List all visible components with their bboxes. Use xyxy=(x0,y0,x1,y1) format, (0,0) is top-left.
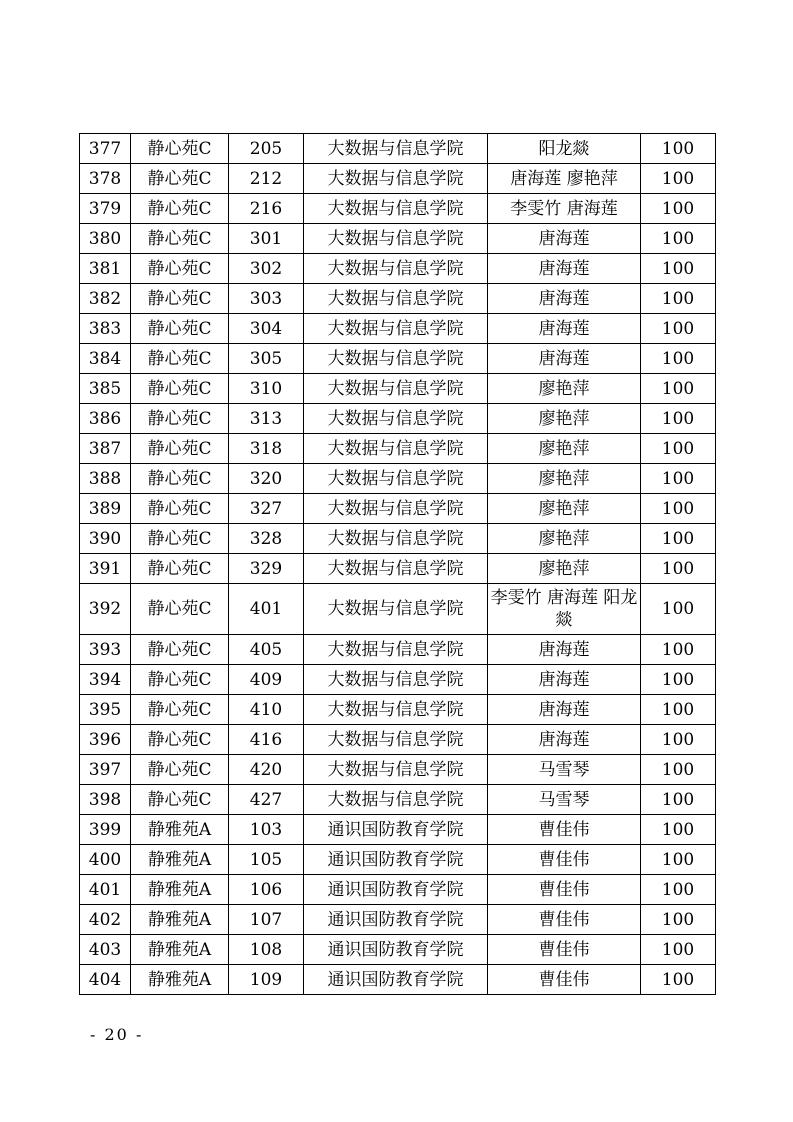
row-number-cell: 378 xyxy=(80,164,131,194)
room-number-cell: 103 xyxy=(229,815,304,845)
college-cell: 大数据与信息学院 xyxy=(304,755,488,785)
row-number-cell: 381 xyxy=(80,254,131,284)
page-number: - 20 - xyxy=(90,1025,144,1044)
building-cell: 静心苑C xyxy=(131,284,229,314)
inspector-names-cell: 唐海莲 xyxy=(488,314,641,344)
row-number-cell: 388 xyxy=(80,464,131,494)
room-number-cell: 107 xyxy=(229,905,304,935)
room-number-cell: 410 xyxy=(229,695,304,725)
room-number-cell: 109 xyxy=(229,965,304,995)
inspector-names-cell: 马雪琴 xyxy=(488,785,641,815)
room-number-cell: 310 xyxy=(229,374,304,404)
table-row xyxy=(80,935,716,965)
college-cell: 通识国防教育学院 xyxy=(304,935,488,965)
score-cell: 100 xyxy=(641,314,716,344)
row-number-cell: 394 xyxy=(80,665,131,695)
table-row xyxy=(80,584,716,635)
row-number-cell: 403 xyxy=(80,935,131,965)
college-cell: 大数据与信息学院 xyxy=(304,635,488,665)
room-number-cell: 401 xyxy=(229,584,304,635)
row-number-cell: 397 xyxy=(80,755,131,785)
inspector-names-cell: 廖艳萍 xyxy=(488,464,641,494)
score-cell: 100 xyxy=(641,374,716,404)
room-number-cell: 301 xyxy=(229,224,304,254)
table-row xyxy=(80,254,716,284)
table-row xyxy=(80,905,716,935)
building-cell: 静心苑C xyxy=(131,785,229,815)
row-number-cell: 392 xyxy=(80,584,131,635)
table-row xyxy=(80,494,716,524)
room-number-cell: 427 xyxy=(229,785,304,815)
inspector-names-cell: 唐海莲 xyxy=(488,665,641,695)
building-cell: 静心苑C xyxy=(131,134,229,164)
inspector-names-cell: 廖艳萍 xyxy=(488,494,641,524)
inspector-names-cell: 曹佳伟 xyxy=(488,815,641,845)
table-row xyxy=(80,374,716,404)
room-number-cell: 318 xyxy=(229,434,304,464)
score-cell: 100 xyxy=(641,494,716,524)
inspector-names-cell: 廖艳萍 xyxy=(488,554,641,584)
inspector-names-cell: 唐海莲 xyxy=(488,635,641,665)
inspector-names-cell: 廖艳萍 xyxy=(488,434,641,464)
table-row xyxy=(80,224,716,254)
row-number-cell: 393 xyxy=(80,635,131,665)
inspector-names-cell: 唐海莲 xyxy=(488,695,641,725)
college-cell: 通识国防教育学院 xyxy=(304,845,488,875)
score-cell: 100 xyxy=(641,755,716,785)
college-cell: 大数据与信息学院 xyxy=(304,404,488,434)
table-row xyxy=(80,344,716,374)
row-number-cell: 404 xyxy=(80,965,131,995)
building-cell: 静心苑C xyxy=(131,494,229,524)
room-number-cell: 216 xyxy=(229,194,304,224)
score-cell: 100 xyxy=(641,905,716,935)
inspector-names-cell: 阳龙燚 xyxy=(488,134,641,164)
room-number-cell: 205 xyxy=(229,134,304,164)
row-number-cell: 384 xyxy=(80,344,131,374)
table-row xyxy=(80,755,716,785)
building-cell: 静雅苑A xyxy=(131,815,229,845)
score-cell: 100 xyxy=(641,134,716,164)
table-row xyxy=(80,815,716,845)
room-number-cell: 305 xyxy=(229,344,304,374)
score-cell: 100 xyxy=(641,935,716,965)
college-cell: 大数据与信息学院 xyxy=(304,494,488,524)
row-number-cell: 385 xyxy=(80,374,131,404)
score-cell: 100 xyxy=(641,695,716,725)
room-number-cell: 329 xyxy=(229,554,304,584)
college-cell: 大数据与信息学院 xyxy=(304,374,488,404)
table-row xyxy=(80,284,716,314)
building-cell: 静心苑C xyxy=(131,404,229,434)
row-number-cell: 395 xyxy=(80,695,131,725)
college-cell: 大数据与信息学院 xyxy=(304,314,488,344)
table-row xyxy=(80,665,716,695)
table-body xyxy=(80,134,716,995)
inspector-names-cell: 曹佳伟 xyxy=(488,935,641,965)
table-row xyxy=(80,464,716,494)
building-cell: 静心苑C xyxy=(131,524,229,554)
building-cell: 静心苑C xyxy=(131,755,229,785)
college-cell: 大数据与信息学院 xyxy=(304,464,488,494)
college-cell: 大数据与信息学院 xyxy=(304,524,488,554)
row-number-cell: 401 xyxy=(80,875,131,905)
score-cell: 100 xyxy=(641,254,716,284)
inspector-names-cell: 唐海莲 xyxy=(488,725,641,755)
dormitory-score-table xyxy=(79,133,716,995)
score-cell: 100 xyxy=(641,785,716,815)
college-cell: 大数据与信息学院 xyxy=(304,554,488,584)
table-row xyxy=(80,845,716,875)
building-cell: 静心苑C xyxy=(131,434,229,464)
college-cell: 大数据与信息学院 xyxy=(304,785,488,815)
score-cell: 100 xyxy=(641,845,716,875)
inspector-names-cell: 曹佳伟 xyxy=(488,875,641,905)
college-cell: 大数据与信息学院 xyxy=(304,434,488,464)
building-cell: 静雅苑A xyxy=(131,905,229,935)
room-number-cell: 302 xyxy=(229,254,304,284)
score-cell: 100 xyxy=(641,434,716,464)
college-cell: 大数据与信息学院 xyxy=(304,695,488,725)
room-number-cell: 405 xyxy=(229,635,304,665)
college-cell: 大数据与信息学院 xyxy=(304,134,488,164)
inspector-names-cell: 马雪琴 xyxy=(488,755,641,785)
building-cell: 静心苑C xyxy=(131,224,229,254)
table-row xyxy=(80,965,716,995)
score-cell: 100 xyxy=(641,164,716,194)
inspector-names-cell: 曹佳伟 xyxy=(488,845,641,875)
table-row xyxy=(80,695,716,725)
room-number-cell: 328 xyxy=(229,524,304,554)
score-cell: 100 xyxy=(641,665,716,695)
building-cell: 静心苑C xyxy=(131,725,229,755)
table-row xyxy=(80,194,716,224)
table-row xyxy=(80,134,716,164)
college-cell: 大数据与信息学院 xyxy=(304,254,488,284)
building-cell: 静心苑C xyxy=(131,344,229,374)
table-row xyxy=(80,164,716,194)
building-cell: 静雅苑A xyxy=(131,875,229,905)
inspector-names-cell: 唐海莲 xyxy=(488,224,641,254)
inspector-names-cell: 曹佳伟 xyxy=(488,965,641,995)
building-cell: 静心苑C xyxy=(131,665,229,695)
inspector-names-cell: 唐海莲 xyxy=(488,254,641,284)
room-number-cell: 327 xyxy=(229,494,304,524)
college-cell: 大数据与信息学院 xyxy=(304,224,488,254)
score-cell: 100 xyxy=(641,404,716,434)
room-number-cell: 108 xyxy=(229,935,304,965)
score-cell: 100 xyxy=(641,344,716,374)
score-cell: 100 xyxy=(641,635,716,665)
row-number-cell: 396 xyxy=(80,725,131,755)
row-number-cell: 382 xyxy=(80,284,131,314)
score-cell: 100 xyxy=(641,464,716,494)
table-row xyxy=(80,875,716,905)
row-number-cell: 379 xyxy=(80,194,131,224)
row-number-cell: 380 xyxy=(80,224,131,254)
building-cell: 静心苑C xyxy=(131,374,229,404)
building-cell: 静雅苑A xyxy=(131,845,229,875)
row-number-cell: 398 xyxy=(80,785,131,815)
inspector-names-cell: 李雯竹 唐海莲 阳龙燚 xyxy=(488,584,641,635)
score-cell: 100 xyxy=(641,194,716,224)
college-cell: 通识国防教育学院 xyxy=(304,815,488,845)
row-number-cell: 389 xyxy=(80,494,131,524)
row-number-cell: 377 xyxy=(80,134,131,164)
table-row xyxy=(80,635,716,665)
building-cell: 静心苑C xyxy=(131,254,229,284)
score-cell: 100 xyxy=(641,224,716,254)
score-cell: 100 xyxy=(641,284,716,314)
table-row xyxy=(80,725,716,755)
building-cell: 静心苑C xyxy=(131,695,229,725)
inspector-names-cell: 曹佳伟 xyxy=(488,905,641,935)
college-cell: 大数据与信息学院 xyxy=(304,344,488,374)
room-number-cell: 212 xyxy=(229,164,304,194)
score-cell: 100 xyxy=(641,965,716,995)
score-cell: 100 xyxy=(641,524,716,554)
room-number-cell: 416 xyxy=(229,725,304,755)
row-number-cell: 400 xyxy=(80,845,131,875)
score-cell: 100 xyxy=(641,554,716,584)
college-cell: 大数据与信息学院 xyxy=(304,284,488,314)
table-row xyxy=(80,785,716,815)
building-cell: 静心苑C xyxy=(131,554,229,584)
room-number-cell: 409 xyxy=(229,665,304,695)
room-number-cell: 106 xyxy=(229,875,304,905)
college-cell: 大数据与信息学院 xyxy=(304,164,488,194)
college-cell: 大数据与信息学院 xyxy=(304,665,488,695)
inspector-names-cell: 唐海莲 xyxy=(488,344,641,374)
inspector-names-cell: 唐海莲 廖艳萍 xyxy=(488,164,641,194)
row-number-cell: 402 xyxy=(80,905,131,935)
score-cell: 100 xyxy=(641,584,716,635)
table-row xyxy=(80,314,716,344)
room-number-cell: 303 xyxy=(229,284,304,314)
table-row xyxy=(80,554,716,584)
building-cell: 静心苑C xyxy=(131,164,229,194)
college-cell: 大数据与信息学院 xyxy=(304,584,488,635)
room-number-cell: 320 xyxy=(229,464,304,494)
building-cell: 静雅苑A xyxy=(131,935,229,965)
inspector-names-cell: 廖艳萍 xyxy=(488,524,641,554)
score-cell: 100 xyxy=(641,725,716,755)
row-number-cell: 390 xyxy=(80,524,131,554)
score-cell: 100 xyxy=(641,875,716,905)
room-number-cell: 304 xyxy=(229,314,304,344)
table-row xyxy=(80,524,716,554)
row-number-cell: 386 xyxy=(80,404,131,434)
room-number-cell: 105 xyxy=(229,845,304,875)
building-cell: 静心苑C xyxy=(131,464,229,494)
college-cell: 通识国防教育学院 xyxy=(304,905,488,935)
inspector-names-cell: 廖艳萍 xyxy=(488,404,641,434)
college-cell: 大数据与信息学院 xyxy=(304,725,488,755)
row-number-cell: 391 xyxy=(80,554,131,584)
inspector-names-cell: 李雯竹 唐海莲 xyxy=(488,194,641,224)
college-cell: 通识国防教育学院 xyxy=(304,875,488,905)
score-cell: 100 xyxy=(641,815,716,845)
building-cell: 静心苑C xyxy=(131,635,229,665)
table-row xyxy=(80,404,716,434)
row-number-cell: 383 xyxy=(80,314,131,344)
college-cell: 通识国防教育学院 xyxy=(304,965,488,995)
college-cell: 大数据与信息学院 xyxy=(304,194,488,224)
building-cell: 静心苑C xyxy=(131,194,229,224)
row-number-cell: 387 xyxy=(80,434,131,464)
table-row xyxy=(80,434,716,464)
building-cell: 静心苑C xyxy=(131,584,229,635)
building-cell: 静雅苑A xyxy=(131,965,229,995)
room-number-cell: 313 xyxy=(229,404,304,434)
inspector-names-cell: 唐海莲 xyxy=(488,284,641,314)
dormitory-score-table-wrapper xyxy=(79,133,715,995)
row-number-cell: 399 xyxy=(80,815,131,845)
inspector-names-cell: 廖艳萍 xyxy=(488,374,641,404)
room-number-cell: 420 xyxy=(229,755,304,785)
building-cell: 静心苑C xyxy=(131,314,229,344)
